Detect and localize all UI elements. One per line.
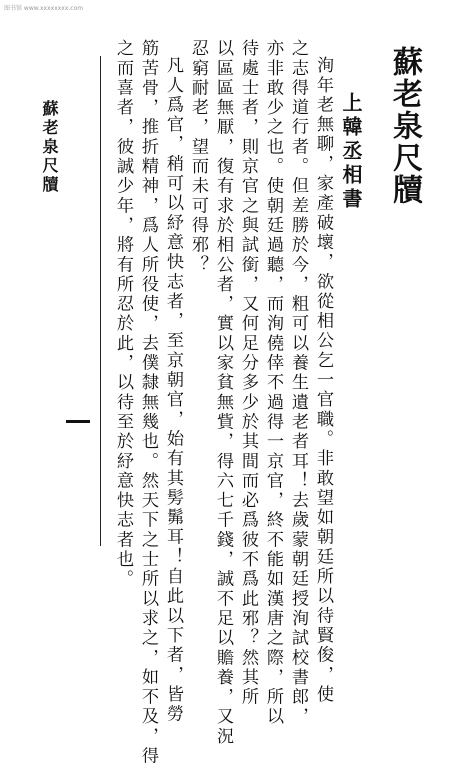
text-column: 凡人爲官，稍可以紓意快志者，至京朝官，始有其髣髴耳！自此以下者，皆勞: [163, 56, 183, 725]
text-column: 之而喜者，彼誠少年，將有所忍於此，以待至於紓意快志者也。: [113, 39, 133, 590]
margin-divider: [100, 56, 101, 546]
text-column: 洵年老無聊，家產破壞，欲從相公乞一官職。非敢望如朝廷所以待賢俊，使: [313, 56, 333, 705]
text-column: 筋苦骨，推折精神，爲人所役使，去僕隸無幾也。然天下之士所以求之，如不及，得: [138, 39, 158, 766]
text-column: 之志得道行者。但差勝於今，粗可以養生遺老者耳！去歲蒙朝廷授洵試校書郎，: [288, 39, 308, 727]
watermark: 图书馆 www.xxxxxxxx.com: [4, 5, 84, 12]
text-column: 亦非敢少之也。使朝廷過聽，而洵僥倖不過得一京官，終不能如漢唐之際，所以: [263, 39, 283, 727]
text-column: 待處士者，則京官之與試銜，又何足分多少於其間而必爲彼不爲此邪？然其所: [238, 39, 258, 708]
book-title: 蘇老泉尺牘: [387, 46, 422, 206]
letter-title: 上韓丞相書: [339, 92, 363, 212]
margin-book-title: 蘇老泉尺牘: [40, 100, 59, 195]
page-number: [66, 420, 90, 423]
text-column: 忍窮耐老，望而未可得邪？: [188, 39, 208, 275]
text-column: 以區區無厭，復有求於相公者，實以家貧無貲，得六七千錢，誠不足以贍養，又況: [213, 39, 233, 747]
